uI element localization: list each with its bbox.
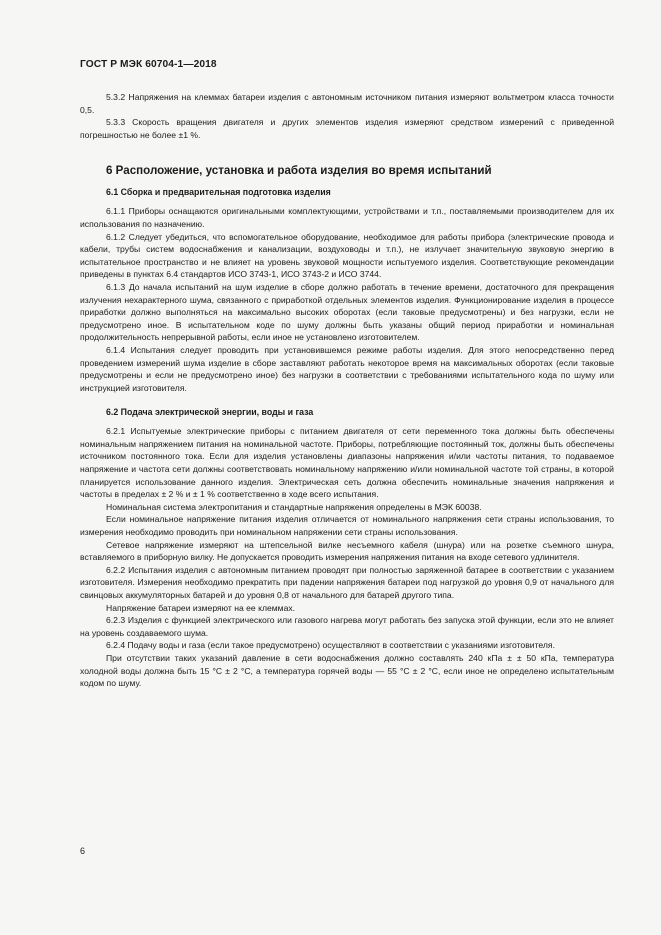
- paragraph-6-2-4-pressure: При отсутствии таких указаний давление в сети водоснабжения должно составлять 240 кПа ± ± 50 кПа, температура холодной воды должна быть 15 °С ± 2 °С, а температура горячей воды — 55 °С ± 2 °С, если иное не определено испытательным кодом по шуму.: [80, 652, 614, 689]
- page-number: 6: [80, 846, 86, 856]
- paragraph-6-2-1-system: Номинальная система электропитания и стандартные напряжения определены в МЭК 60038.: [106, 501, 482, 512]
- paragraph-6-1-1: 6.1.1 Приборы оснащаются оригинальными комплектующими, устройствами и т.п., поставляемыми производителем для их использования по назначению.: [80, 206, 614, 229]
- paragraph-5-3-2: 5.3.2 Напряжения на клеммах батареи изделия с автономным источником питания измеряют вольтметром класса точности 0,5.: [80, 92, 614, 115]
- subsection-6-2-heading: 6.2 Подача электрической энергии, воды и газа: [106, 407, 314, 418]
- section-6-heading: 6 Расположение, установка и работа изделия во время испытаний: [106, 164, 492, 178]
- paragraph-6-1-2: 6.1.2 Следует убедиться, что вспомогательное оборудование, необходимое для работы прибора (электрические провода и кабели, трубы систем водоснабжения и канализации, воздуховоды и т.п.), не излучает значительную звуковую энергию в испытательное пространство и не влияет на уровень звуковой мощности испытуемого изделия. Соответствующие рекомендации приведены в пунктах 6.4 стандартов ИСО 3743-1, ИСО 3743-2 и ИСО 3744.: [80, 231, 614, 280]
- paragraph-6-2-1: 6.2.1 Испытуемые электрические приборы с питанием двигателя от сети переменного тока должны быть обеспечены номинальным напряжением питания на номинальной частоте. Приборы, потребляющие постоянный ток, должны быть обеспечены источником постоянного тока. Если для изделия установлены диапазоны напряжения и/или частоты питания, то подаваемое напряжение и частота сети должны соответствовать номинальному напряжению и/или номинальной частоте той страны, в которой планируется использование данного изделия. Электрическая сеть должна обеспечить номинальные значения напряжения и частоты в пределах ± 2 % и ± 1 % соответственно в ходе всего испытания.: [80, 426, 614, 500]
- document-header: ГОСТ Р МЭК 60704-1—2018: [80, 59, 217, 70]
- paragraph-6-2-3: 6.2.3 Изделия с функцией электрического или газового нагрева могут работать без запуска этой функции, если это не влияет на уровень создаваемого шума.: [80, 615, 614, 638]
- paragraph-6-2-1-voltage: Если номинальное напряжение питания изделия отличается от номинального напряжения сети страны использования, то измерения необходимо проводить при номинальном напряжении сети страны использования.: [80, 514, 614, 538]
- paragraph-6-1-3: 6.1.3 До начала испытаний на шум изделие в сборе должно работать в течение времени, достаточного для прекращения излучения нехарактерного шума, связанного с приработкой отдельных элементов изделия. Функционирование изделия в процессе приработки должно выполняться на максимально высоких оборотах (если таковые предусмотрены) и без нагрузки, если не предусмотрено иное. В испытательном коде по шуму должны быть указаны общий период приработки и номинальная продолжительность непрерывной работы, если иное не установлено изготовителем.: [80, 281, 614, 343]
- paragraph-6-2-2: 6.2.2 Испытания изделия с автономным питанием проводят при полностью заряженной батарее в соответствии с указанием изготовителя. Измерения необходимо прекратить при падении напряжения батареи под нагрузкой до уровня 0,9 от начального для свинцовых аккумуляторных батарей и до уровня 0,8 от начального для батарей другого типа.: [80, 564, 614, 600]
- paragraph-6-1-4: 6.1.4 Испытания следует проводить при установившемся режиме работы изделия. Для этого непосредственно перед проведением измерений шума изделие в сборе заставляют работать некоторое время на максимальных оборотах (если таковые предусмотрены и если не предусмотрено иное) без нагрузки в соответствии с требованиями испытательного кода по шуму или инструкцией изготовителя.: [80, 344, 614, 393]
- paragraph-5-3-3: 5.3.3 Скорость вращения двигателя и других элементов изделия измеряют средством измерений с приведенной погрешностью не более ±1 %.: [80, 117, 614, 140]
- paragraph-6-2-2-battery: Напряжение батареи измеряют на ее клеммах.: [106, 602, 296, 613]
- document-body: [80, 91, 614, 690]
- paragraph-6-2-1-measure: Сетевое напряжение измеряют на штепсельной вилке несъемного кабеля (шнура) или на розетке съемного шнура, вставляемого в приборную вилку. Не допускается проводить измерения напряжения питания на входе сетевого удлинителя.: [80, 539, 614, 563]
- paragraph-6-2-4: 6.2.4 Подачу воды и газа (если такое предусмотрено) осуществляют в соответствии с указаниями изготовителя.: [106, 640, 555, 651]
- subsection-6-1-heading: 6.1 Сборка и предварительная подготовка изделия: [106, 187, 331, 198]
